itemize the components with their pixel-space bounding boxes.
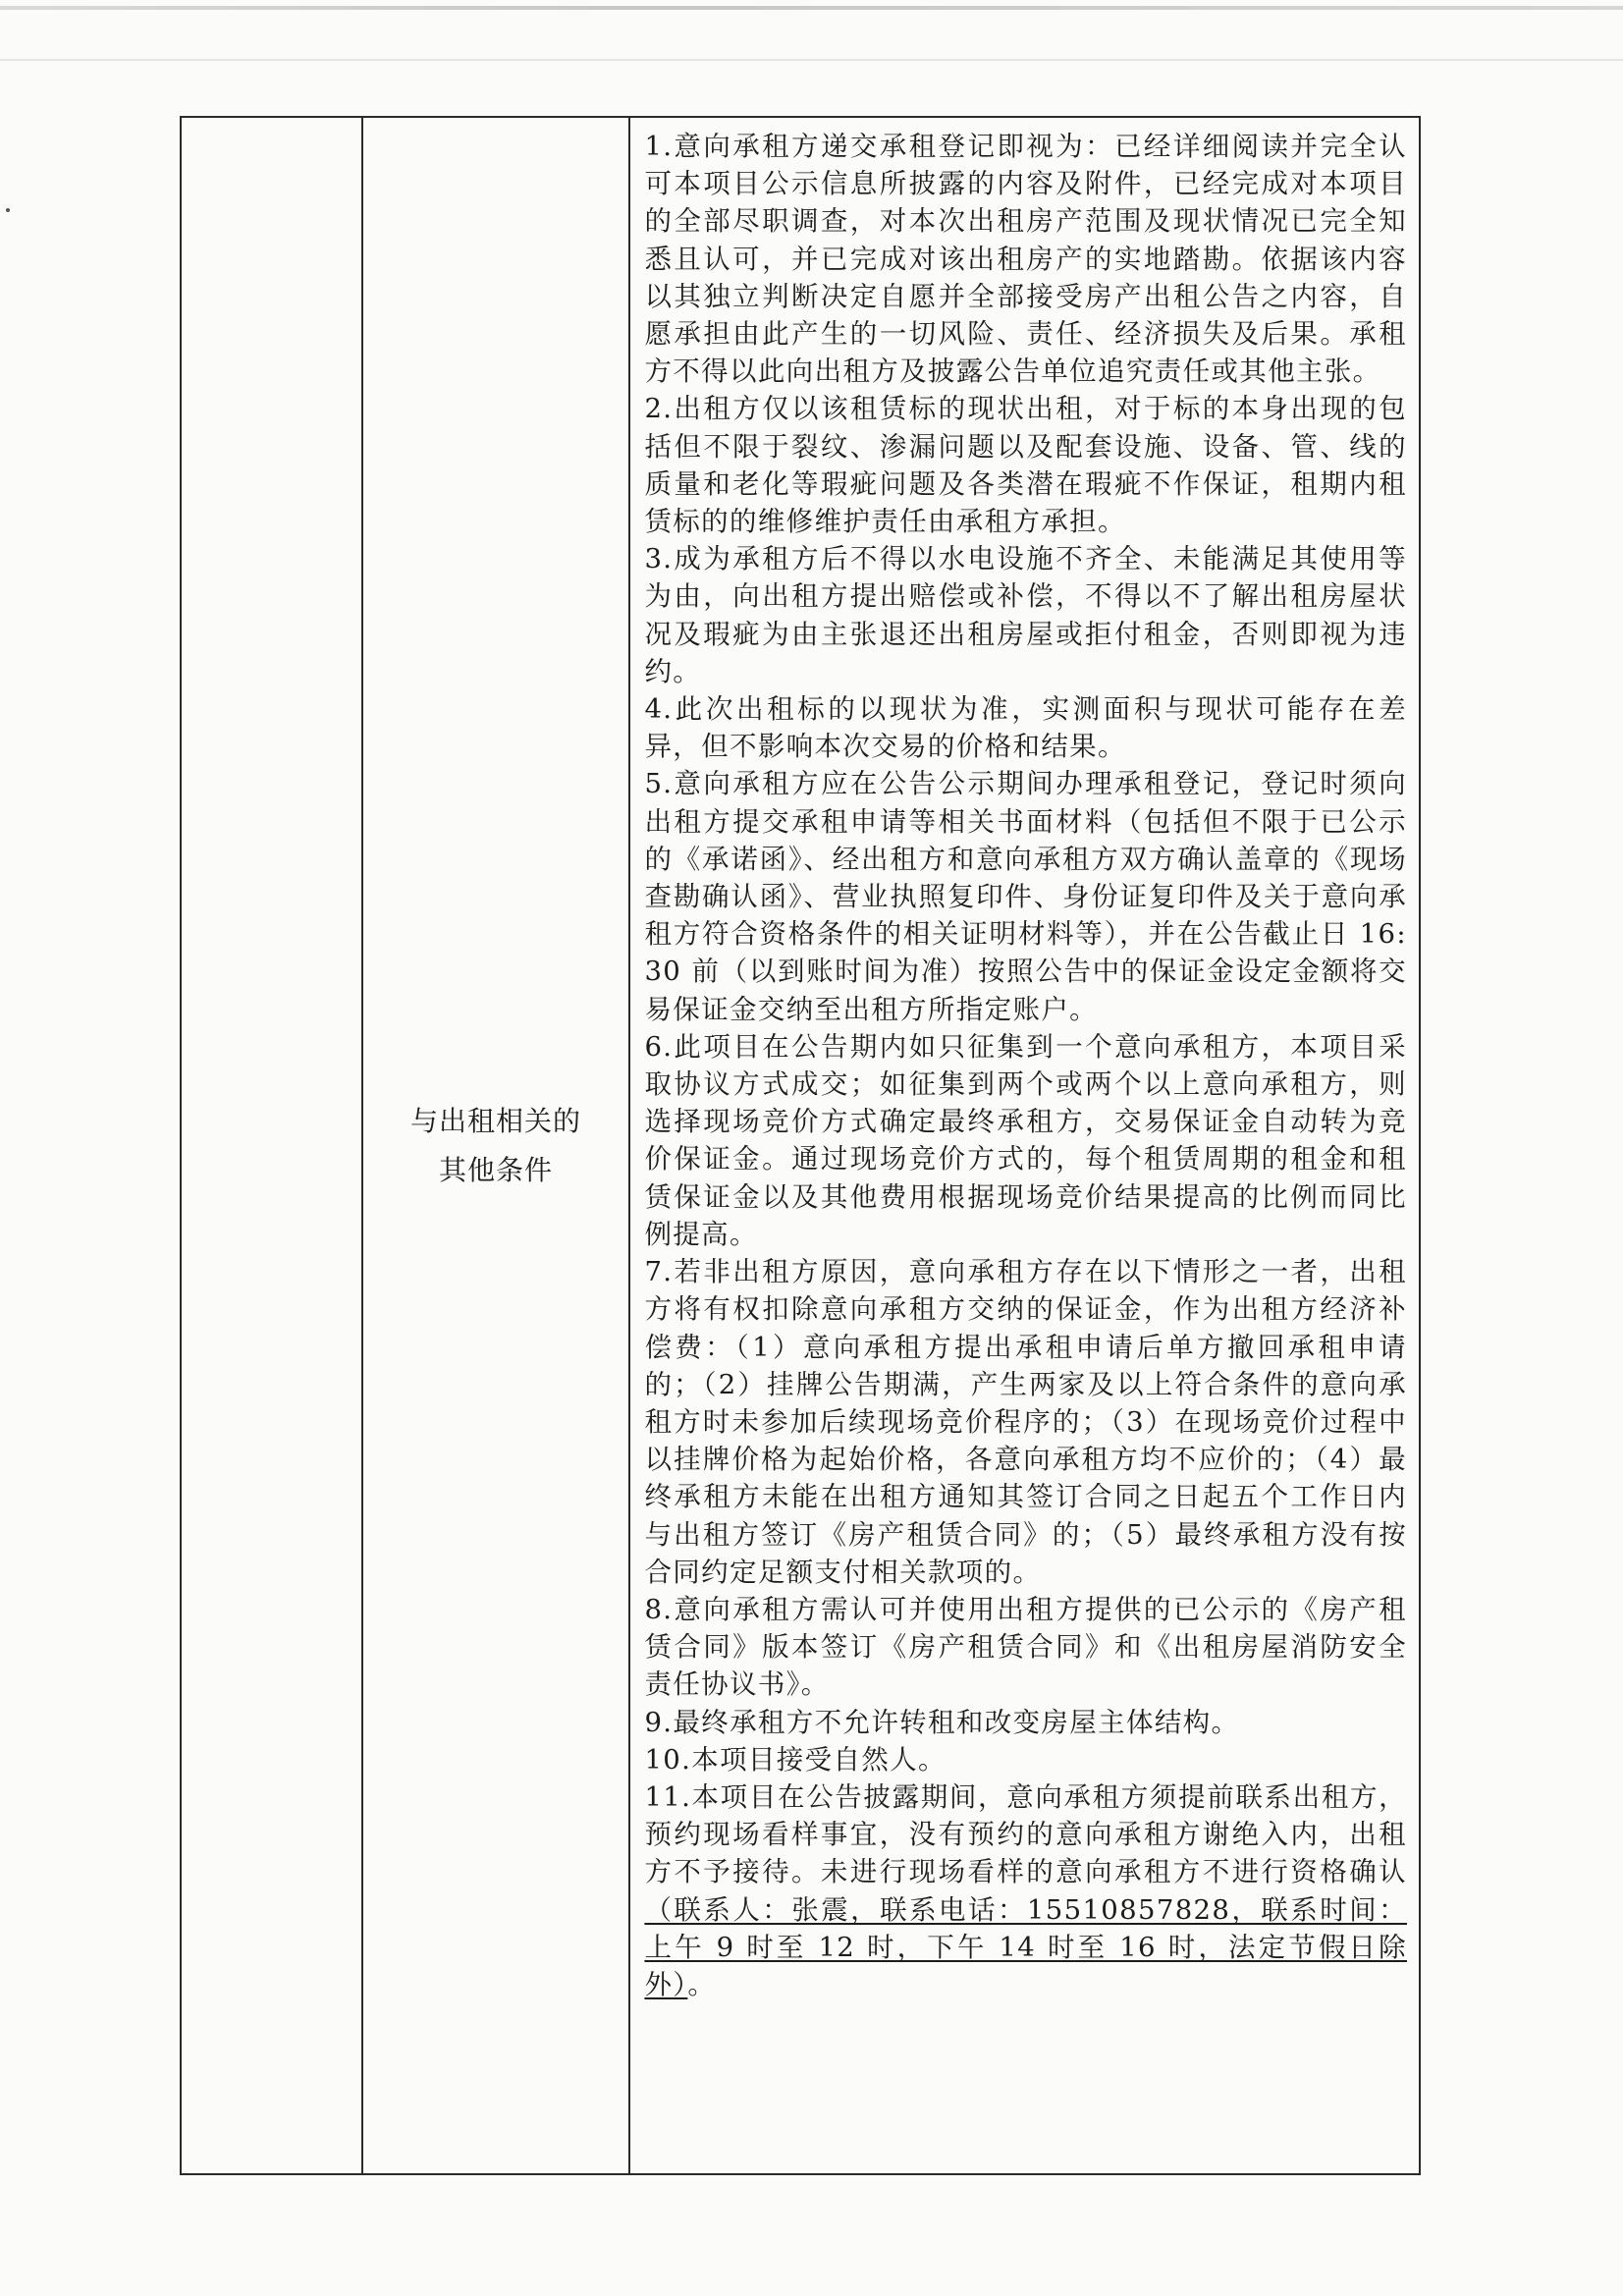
clause-9: 9.最终承租方不允许转租和改变房屋主体结构。 <box>644 1706 1240 1738</box>
table-row <box>181 117 1420 2174</box>
clause-1: 1.意向承租方递交承租登记即视为：已经详细阅读并完全认可本项目公示信息所披露的内容及附件，已经完成对本项目的全部尽职调查，对本次出租房产范围及现状情况已完全知悉且认可，并已完成对该出租房产的实地踏勘。依据该内容以其独立判断决定自愿并全部接受房产出租公告之内容，自愿承担由此产生的一切风险、责任、经济损失及后果。承租方不得以此向出租方及披露公告单位追究责任或其他主张。 <box>644 131 1407 388</box>
empty-left-cell <box>181 117 362 2174</box>
clause-3: 3.成为承租方后不得以水电设施不齐全、未能满足其使用等为由，向出租方提出赔偿或补偿，不得以不了解出租房屋状况及瑕疵为由主张退还出租房屋或拒付租金，否则即视为违约。 <box>644 543 1407 687</box>
clause-4: 4.此次出租标的以现状为准，实测面积与现状可能存在差异，但不影响本次交易的价格和结果。 <box>644 693 1407 763</box>
section-title-line2: 其他条件 <box>438 1153 553 1186</box>
clause-11-contact: （联系人：张震，联系电话：15510857828，联系时间：上午 9 时至 12 时，下午 14 时至 16 时，法定节假日除外） <box>644 1893 1407 2000</box>
clause-6: 6.此项目在公告期内如只征集到一个意向承租方，本项目采取协议方式成交；如征集到两个或两个以上意向承租方，则选择现场竞价方式确定最终承租方，交易保证金自动转为竞价保证金。通过现场竞价方式的，每个租赁周期的租金和租赁保证金以及其他费用根据现场竞价结果提高的比例而同比例提高。 <box>644 1030 1407 1250</box>
section-title <box>386 1097 607 1195</box>
clause-10: 10.本项目接受自然人。 <box>644 1743 947 1776</box>
section-title-line1: 与出租相关的 <box>409 1104 581 1137</box>
clauses-cell <box>629 117 1420 2174</box>
clause-11 <box>644 1778 1407 2003</box>
clause-11-main: 11.本项目在公告披露期间，意向承租方须提前联系出租方，预约现场看样事宜，没有预约的意向承租方谢绝入内，出租方不予接待。未进行现场看样的意向承租方不进行资格确认 <box>644 1780 1407 1888</box>
scan-speck <box>6 208 10 212</box>
section-title-cell <box>362 117 630 2174</box>
clause-list <box>630 118 1419 2009</box>
clause-11-end: 。 <box>687 1968 717 2000</box>
scan-header-line <box>0 59 1623 61</box>
scan-top-edge <box>0 6 1623 10</box>
clause-5: 5.意向承租方应在公告公示期间办理承租登记，登记时须向出租方提交承租申请等相关书面材料（包括但不限于已公示的《承诺函》、经出租方和意向承租方双方确认盖章的《现场查勘确认函》、营业执照复印件、身份证复印件及关于意向承租方符合资格条件的相关证明材料等），并在公告截止日 16:30 前（以到账时间为准）按照公告中的保证金设定金额将交易保证金交纳至出租方所指定账户。 <box>644 768 1407 1025</box>
clause-8: 8.意向承租方需认可并使用出租方提供的已公示的《房产租赁合同》版本签订《房产租赁合同》和《出租房屋消防安全责任协议书》。 <box>644 1593 1407 1701</box>
clause-7: 7.若非出租方原因，意向承租方存在以下情形之一者，出租方将有权扣除意向承租方交纳的保证金，作为出租方经济补偿费：（1）意向承租方提出承租申请后单方撤回承租申请的；（2）挂牌公告期满，产生两家及以上符合条件的意向承租方时未参加后续现场竞价程序的；（3）在现场竞价过程中以挂牌价格为起始价格，各意向承租方均不应价的；（4）最终承租方未能在出租方通知其签订合同之日起五个工作日内与出租方签订《房产租赁合同》的；（5）最终承租方没有按合同约定足额支付相关款项的。 <box>644 1256 1407 1588</box>
clause-2: 2.出租方仅以该租赁标的现状出租，对于标的本身出现的包括但不限于裂纹、渗漏问题以及配套设施、设备、管、线的质量和老化等瑕疵问题及各类潜在瑕疵不作保证，租期内租赁标的的维修维护责任由承租方承担。 <box>644 393 1407 538</box>
conditions-table <box>180 116 1421 2175</box>
